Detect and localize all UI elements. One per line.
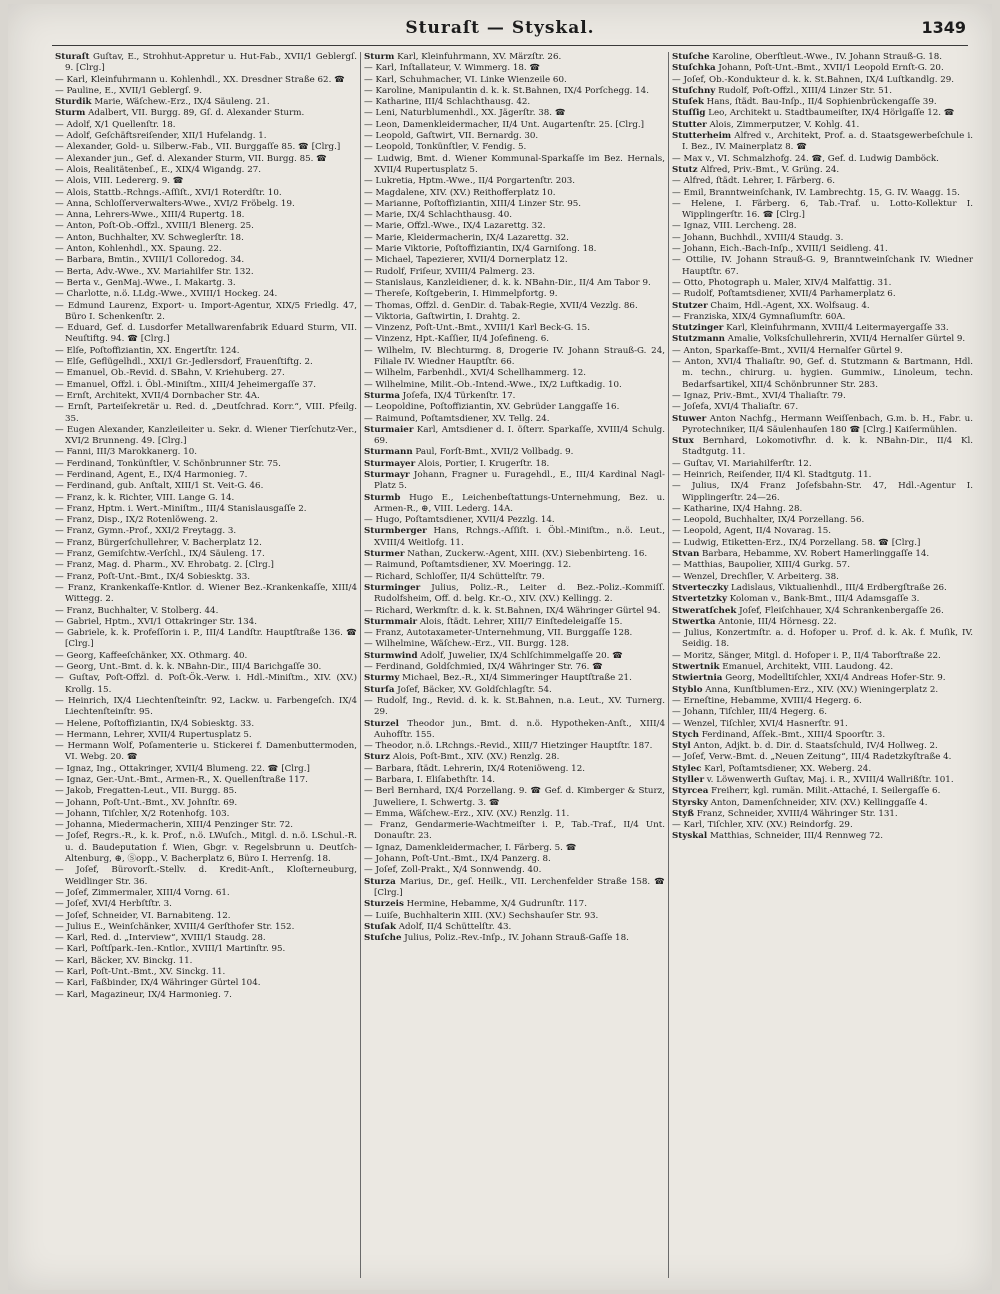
directory-entry: — Wenzel, Drechſler, V. Arbeiterg. 38. [672,571,839,582]
directory-entry: Styller v. Löwenwerth Guſtav, Maj. i. R., XVIII/4 Wallrißſtr. 101. [672,775,954,785]
directory-entry: — Berta, Adv.-Wwe., XV. Mariahilfer Str. 132. [55,266,254,277]
directory-entry: — Johanna, Miedermacherin, XIII/4 Penzinger Str. 72. [55,820,294,831]
directory-entry: Stuſchny Rudolf, Poſt-Offzl., XIII/4 Linzer Str. 51. [672,85,892,96]
directory-entry: — Gabriele, k. k. Profeſſorin i. P., III/4 Landſtr. Hauptſtraße 136. ☎ [Clrg.] [55,628,357,650]
directory-entry: Stutterheim Alfred v., Architekt, Prof. a. d. Staatsgewerbeſchule i. I. Bez., IV. Mainerplatz 8. ☎ [672,131,973,153]
directory-entry: — Ignaz, Priv.-Bmt., XVI/4 Thaliaſtr. 79. [672,390,846,401]
page-number: 1349 [921,18,966,37]
directory-entry: Styrcea Freiherr, kgl. rumän. Milit.-Attaché, I. Seilergaſſe 6. [672,786,941,797]
directory-entry: — Joſef, Zimmermaler, XIII/4 Vorng. 61. [55,887,230,898]
directory-entry: — Leopoldine, Poſtoffiziantin, XV. Gebrüder Langgaſſe 16. [364,402,620,413]
directory-entry: Stuſak Adolf, II/4 Schüttelſtr. 43. [364,921,512,932]
directory-entry: — Stanislaus, Kanzleidiener, d. k. k. NBahn-Dir., II/4 Am Tabor 9. [364,277,651,288]
directory-entry: — Karl, Magazineur, IX/4 Harmonieg. 7. [55,989,232,1000]
directory-entry: — Guſtav, Poſt-Offzl. d. Poſt-Ök.-Verw. i. Hdl.-Miniſtm., XIV. (XV.) Krollg. 15. [55,673,357,695]
directory-entry: — Franziska, XIX/4 Gymnaſiumſtr. 60A. [672,311,846,322]
directory-entry: Stwertnik Emanuel, Architekt, VIII. Laudong. 42. [672,662,894,673]
directory-entry: — Karl, Poſt-Unt.-Bmt., XV. Sinckg. 11. [55,967,226,978]
directory-entry: Stutz Alfred, Priv.-Bmt., V. Grüng. 24. [672,164,840,175]
directory-entry: Stwiertnia Georg, Modelltiſchler, XXI/4 Andreas Hofer-Str. 9. [672,673,946,684]
directory-entry: — Pauline, E., XVII/1 Geblergſ. 9. [55,85,202,96]
directory-entry: — Ludwig, Etiketten-Erz., IX/4 Porzellang. 58. ☎ [Clrg.] [672,537,921,548]
directory-entry: — Lukretia, Hptm.-Wwe., II/4 Porgartenſtr. 203. [364,176,576,187]
directory-entry: — Wenzel, Tiſchler, XVI/4 Hasnerſtr. 91. [672,718,848,729]
directory-entry: — Emanuel, Ob.-Revid. d. SBahn, V. Kriehuberg. 27. [55,368,285,379]
running-title: Sturaſt — Styskal. [405,18,595,38]
directory-entry: — Joſef, Bürovorſt.-Stellv. d. Kredit-Anſt., Kloſterneuburg, Weidlinger Str. 36. [55,865,357,887]
directory-entry: — Emanuel, Offzl. i. Öbl.-Miniſtm., XIII/4 Jeheimergaſſe 37. [55,379,317,390]
directory-entry: — Julius, IX/4 Franz Joſefsbahn-Str. 47, Hdl.-Agentur I. Wipplingerſtr. 24—26. [672,481,973,503]
directory-entry: — Berta v., GenMaj.-Wwe., I. Makartg. 3. [55,277,236,288]
directory-entry: — Julius E., Weinſchänker, XVIII/4 Gerſthofer Str. 152. [55,921,295,932]
directory-entry: — Alfred, ſtädt. Lehrer, I. Färberg. 6. [672,176,836,187]
directory-entry: — Emil, Branntweinſchank, IV. Lambrechtg. 15, G. IV. Waagg. 15. [672,187,960,198]
directory-entry: — Helene, I. Färberg. 6, Tab.-Traf. u. Lotto-Kollektur I. Wipplingerſtr. 16. ☎ [Clrg.] [672,198,973,221]
directory-entry: Stwertka Antonie, III/4 Hörnesg. 22. [672,616,837,627]
directory-entry: — Wilhelm, Farbenhdl., XVI/4 Schellhammerg. 12. [364,368,587,379]
directory-entry: — Hugo, Poſtamtsdiener, XVII/4 Pezzlg. 14. [364,515,555,526]
directory-columns [52,52,976,1278]
directory-entry: — Ernſt, Architekt, XVII/4 Dornbacher Str. 4A. [55,390,260,401]
directory-entry: Sturmy Michael, Bez.-R., XI/4 Simmeringer Hauptſtraße 21. [364,673,632,684]
directory-entry: Stuſche Karoline, Oberſtleut.-Wwe., IV. Johann Strauß-G. 18. [672,52,943,62]
directory-entry: Sturdik Marie, Wäſchew.-Erz., IX/4 Säuleng. 21. [55,97,270,108]
directory-entry: Sturmayer Alois, Portier, I. Krugerſtr. 18. [364,458,550,469]
directory-entry: — Karoline, Manipulantin d. k. k. St.Bahnen, IX/4 Porſchegg. 14. [364,85,649,96]
directory-entry: — Joſef, Zoll-Prakt., X/4 Sonnwendg. 40. [364,865,542,876]
directory-entry: — Franz, Mag. d. Pharm., XV. Ehrobatg. 2. [Clrg.] [55,560,274,571]
directory-entry: Sturaſt Guſtav, E., Strohhut-Appretur u. Hut-Fab., XVII/1 Geblergſ. 9. [Clrg.] [55,52,357,74]
directory-entry: — Michael, Tapezierer, XVII/4 Dornerplatz 12. [364,255,568,266]
column-right [668,52,976,1278]
directory-entry: — Edmund Laurenz, Export- u. Import-Agentur, XIX/5 Friedlg. 47, Büro I. Schenkenſtr. 2. [55,300,357,322]
directory-entry: — Barbara, Bmtin., XVIII/1 Colloredog. 34. [55,255,245,266]
directory-entry: — Karl, Kleinfuhrmann u. Kohlenhdl., XX. Dresdner Straße 62. ☎ [55,74,345,85]
directory-entry: Styskal Matthias, Schneider, III/4 Rennweg 72. [672,831,883,842]
directory-entry: — Ignaz, VIII. Lercheng. 28. [672,221,797,232]
directory-entry: Stutzer Chaim, Hdl.-Agent, XX. Wolfsaug. 4. [672,300,870,311]
directory-entry: — Ignaz, Damenkleidermacher, I. Färberg. 5. ☎ [364,842,577,853]
directory-entry: Sturz Alois, Poſt-Bmt., XIV. (XV.) Renzlg. 28. [364,752,560,763]
directory-entry: — Leopold, Tonkünſtler, V. Fendig. 5. [364,142,527,153]
directory-entry: — Guſtav, VI. Mariahilferſtr. 12. [672,458,812,469]
directory-entry: — Johann, Tiſchler, III/4 Hegerg. 6. [672,707,827,718]
directory-entry: Stuwer Anton Nachfg., Hermann Weiſſenbach, G.m. b. H., Fabr. u. Pyrotechniker, II/4 Säulenhauſen 180 ☎ [Clrg.] Kaiſermühlen. [672,413,973,435]
directory-entry: Sturm Karl, Kleinfuhrmann, XV. Märzſtr. 26. [364,52,562,62]
directory-entry: Stvertetzky Koloman v., Bank-Bmt., III/4 Adamsgaſſe 3. [672,594,920,605]
directory-entry: — Marie Viktorie, Poſtoffiziantin, IX/4 Garniſong. 18. [364,244,597,255]
directory-entry: — Karl, Tiſchler, XIV. (XV.) Reindorfg. 29. [672,820,853,831]
directory-entry: Styß Franz, Schneider, XVIII/4 Währinger Str. 131. [672,808,898,819]
directory-entry: — Franz, Bürgerſchullehrer, V. Bacherplatz 12. [55,537,262,548]
directory-entry: — Rudolf, Poſtamtsdiener, XVII/4 Parhamerplatz 6. [672,289,896,300]
directory-entry: — Theodor, n.ö. LRchngs.-Revid., XIII/7 Hietzinger Hauptſtr. 187. [364,741,653,752]
directory-entry: — Anton, Poſt-Ob.-Offzl., XVIII/1 Blenerg. 25. [55,221,254,232]
directory-entry: — Heinrich, IX/4 Liechtenſteinſtr. 92, Lackw. u. Farbengeſch. IX/4 Liechtenſteinſtr. 95. [55,695,357,718]
directory-entry: — Fanni, III/3 Marokkanerg. 10. [55,447,198,458]
directory-entry: — Joſef, Regrs.-R., k. k. Prof., n.ö. LWuſch., Mitgl. d. n.ö. LSchul.-R. u. d. Baudeputation f. Wien, Gbgr. v. Regelsbrunn u. Deutſch-Altenburg, ⊕, Ⓢopp., V. Bacherplatz 6, Büro I. Herrenſg. 18. [55,831,357,865]
column-left [52,52,360,1278]
directory-entry: — Joſef, Verw.-Bmt. d. „Neuen Zeitung“, III/4 Radetzkyſtraße 4. [672,752,952,763]
directory-entry: — Moritz, Sänger, Mitgl. d. Hofoper i. P., II/4 Taborſtraße 22. [672,650,941,661]
directory-entry: — Karl, Red. d. „Interview“, XVIII/1 Staudg. 28. [55,933,266,944]
directory-entry: Stvan Barbara, Hebamme, XV. Robert Hamerlinggaſſe 14. [672,549,930,560]
directory-entry: Sturmayr Johann, Fragner u. Furagehdl., E., III/4 Kardinal Nagl-Platz 5. [364,469,665,492]
directory-entry: Stych Ferdinand, Aſſek.-Bmt., XIII/4 Spoorſtr. 3. [672,729,886,740]
directory-entry: — Raimund, Poſtamtsdiener, XV. Moeringg. 12. [364,560,572,571]
directory-entry: — Thereſe, Koſtgeberin, I. Himmelpfortg. 9. [364,289,558,300]
directory-entry: Stuſchka Johann, Poſt-Unt.-Bmt., XVII/1 Leopold Ernſt-G. 20. [672,63,944,74]
directory-entry: — Ernſt, Parteiſekretär u. Red. d. „Deutſchrad. Korr.“, VIII. Pfeilg. 35. [55,402,357,424]
directory-entry: Sturſa Joſef, Bäcker, XV. Goldſchlagſtr. 54. [364,684,552,695]
directory-entry: Stuſek Hans, ſtädt. Bau-Inſp., II/4 Sophienbrückengaſſe 39. [672,97,937,108]
directory-entry: Sturza Marius, Dr., geſ. Heilk., VII. Lerchenfelder Straße 158. ☎ [Clrg.] [364,876,665,898]
directory-entry: — Anton, Buchhalter, XV. Schweglerſtr. 18. [55,232,244,243]
directory-entry: — Katharine, III/4 Schlachthausg. 42. [364,97,531,108]
directory-entry: — Alexander, Gold- u. Silberw.-Fab., VII. Burggaſſe 85. ☎ [Clrg.] [55,142,341,153]
directory-entry: — Leni, Naturblumenhdl., XX. Jägerſtr. 38. ☎ [364,108,566,119]
directory-entry: — Wilhelm, IV. Blechturmg. 8, Drogerie IV. Johann Strauß-G. 24, Filiale IV. Wiedner Hauptſtr. 66. [364,345,665,368]
directory-entry: Styblo Anna, Kunſtblumen-Erz., XIV. (XV.) Wieningerplatz 2. [672,684,939,695]
directory-entry: — Eduard, Gef. d. Lusdorfer Metallwarenfabrik Eduard Sturm, VII. Neuſtiftg. 94. ☎ [Clrg.] [55,323,357,345]
directory-entry: — Elſe, Poſtoffiziantin, XX. Engertſtr. 124. [55,345,240,356]
directory-entry: — Franz, Hptm. i. Wert.-Miniſtm., III/4 Stanislausgaſſe 2. [55,503,307,514]
directory-entry: — Johann, Buchhdl., XVIII/4 Staudg. 3. [672,232,844,243]
directory-entry: Sturma Joſefa, IX/4 Türkenſtr. 17. [364,390,516,401]
directory-entry: — Adolf, X/1 Quellenſtr. 18. [55,119,176,130]
directory-entry: — Barbara, I. Eliſabethſtr. 14. [364,775,496,785]
directory-entry: — Richard, Werkmſtr. d. k. k. St.Bahnen, IX/4 Währinger Gürtel 94. [364,605,661,616]
directory-entry: — Alois, Stattb.-Rchngs.-Aſſiſt., XVI/1 Roterdſtr. 10. [55,187,282,198]
directory-entry: Sturminger Julius, Poliz.-R., Leiter d. Bez.-Poliz.-Kommiſſ. Rudolfsheim, Off. d. belg. Kr.-O., XIV. (XV.) Kellingg. 2. [364,582,665,605]
directory-entry: — Franz, Autotaxameter-Unternehmung, VII. Burggaſſe 128. [364,628,633,639]
page-header [8,18,992,48]
directory-entry: — Raimund, Poſtamtsdiener, XV. Tellg. 24. [364,413,550,424]
directory-entry: — Alois, VIII. Ledererg. 9. ☎ [55,176,184,187]
directory-entry: — Alois, Realitätenbeſ., E., XIX/4 Wigandg. 27. [55,164,262,175]
directory-entry: — Wilhelmine, Milit.-Ob.-Intend.-Wwe., IX/2 Luftkadig. 10. [364,379,622,390]
directory-entry: Sturmaier Karl, Amtsdiener d. I. öſterr. Sparkaſſe, XVIII/4 Schulg. 69. [364,424,665,447]
directory-entry: Stutzinger Karl, Kleinfuhrmann, XVIII/4 Leitermayergaſſe 33. [672,323,949,334]
directory-entry: Sturmwind Adolf, Juwelier, IX/4 Schlſchimmelgaſſe 20. ☎ [364,650,623,661]
directory-entry: — Otto, Photograph u. Maler, XIV/4 Malfattig. 31. [672,277,892,288]
directory-entry: — Joſef, Ob.-Kondukteur d. k. k. St.Bahnen, IX/4 Luſtkandlg. 29. [672,74,955,85]
directory-entry: — Barbara, ſtädt. Lehrerin, IX/4 Roteniöweng. 12. [364,763,585,774]
directory-entry: — Gabriel, Hptm., XVI/1 Ottakringer Str. 134. [55,616,257,627]
header-rule [52,45,968,46]
directory-entry: Sturzeis Hermine, Hebamme, X/4 Gudrunſtr. 117. [364,899,587,910]
directory-entry: Stutter Alois, Zimmerputzer, V. Kohlg. 41. [672,119,860,130]
directory-entry: — Franz, Poſt-Unt.-Bmt., IX/4 Sobiesktg. 33. [55,571,250,582]
directory-entry: — Anton, Kohlenhdl., XX. Spaung. 22. [55,244,222,255]
directory-entry: — Ludwig, Bmt. d. Wiener Kommunal-Sparkaſſe im Bez. Hernals, XVII/4 Rupertusplatz 5. [364,153,665,175]
directory-entry: — Berl Bernhard, IX/4 Porzellang. 9. ☎ Gef. d. Kimberger & Sturz, Juweliere, I. Schwertg. 3. ☎ [364,786,665,808]
directory-entry: — Emma, Wäſchew.-Erz., XIV. (XV.) Renzlg. 11. [364,808,570,819]
directory-entry: — Eugen Alexander, Kanzleileiter u. Sekr. d. Wiener Tierſchutz-Ver., XVI/2 Brunneng. 49. [Clrg.] [55,424,357,447]
directory-entry: — Helene, Poſtoffiziantin, IX/4 Sobiesktg. 33. [55,718,255,729]
directory-entry: Stuſche Julius, Poliz.-Rev.-Inſp., IV. Johann Strauß-Gaſſe 18. [364,933,629,944]
directory-entry: — Anton, Sparkaſſe-Bmt., XVII/4 Hernalſer Gürtel 9. [672,345,903,356]
directory-entry: — Georg, Unt.-Bmt. d. k. k. NBahn-Dir., III/4 Barichgaſſe 30. [55,662,322,673]
directory-entry: — Anton, XVI/4 Thaliaſtr. 90, Gef. d. Stutzmann & Bartmann, Hdl. m. techn., chirurg. u. hygien. Gummiw., Linoleum, techn. Bedarfsartikel, XII/4 Schönbrunner Str. 283. [672,357,973,390]
directory-entry: — Karl, Poſtſpark.-Ien.-Kntlor., XVIII/1 Martinſtr. 95. [55,944,286,955]
directory-entry: — Wilhelmine, Wäſchew.-Erz., VII. Burgg. 128. [364,639,569,650]
directory-entry: Stylec Karl, Poſtamtsdiener, XX. Weberg. 24. [672,763,872,774]
directory-entry: — Johann, Poſt-Unt.-Bmt., IX/4 Panzerg. 8. [364,854,551,865]
directory-entry: — Ferdinand, Goldſchmied, IX/4 Währinger Str. 76. ☎ [364,662,604,673]
directory-entry: — Marianne, Poſtoffiziantin, XIII/4 Linzer Str. 95. [364,198,582,209]
directory-entry: Sturmann Paul, Forſt-Bmt., XVII/2 Vollbadg. 9. [364,447,574,458]
directory-entry: — Charlotte, n.ö. LLdg.-Wwe., XVIII/1 Hockeg. 24. [55,289,278,300]
directory-entry: — Rudolf, Friſeur, XVIII/4 Palmerg. 23. [364,266,536,277]
directory-entry: — Hermann Wolf, Poſamenterie u. Stickerei f. Damenbuttermoden, VI. Webg. 20. ☎ [55,741,357,763]
directory-entry: Stverteczky Ladislaus, Viktualienhdl., III/4 Erdbergſtraße 26. [672,582,947,593]
directory-entry: — Leopold, Gaſtwirt, VII. Bernardg. 30. [364,131,539,142]
directory-entry: Sturmb Hugo E., Leichenbeſtattungs-Unternehmung, Bez. u. Armen-R., ⊕, VIII. Lederg. 14A. [364,492,665,514]
directory-entry: — Franz, Gemiſchtw.-Verſchl., IX/4 Säuleng. 17. [55,549,265,560]
directory-entry: — Johann, Eich.-Bach-Inſp., XVIII/1 Seidleng. 41. [672,244,888,255]
directory-entry: — Joſef, XVI/4 Herbſtſtr. 3. [55,899,172,910]
directory-entry: — Katharine, IX/4 Hahng. 28. [672,503,803,514]
directory-entry: — Anna, Schloſſerverwalters-Wwe., XVI/2 Fröbelg. 19. [55,198,295,209]
directory-entry: — Johann, Tiſchler, X/2 Rotenhofg. 103. [55,808,230,819]
directory-entry: — Karl, Faßbinder, IX/4 Währinger Gürtel 104. [55,978,261,989]
directory-entry: Sturmmair Alois, ſtädt. Lehrer, XIII/7 Einſtedeleigaſſe 15. [364,616,623,627]
directory-entry: — Luiſe, Buchhalterin XIII. (XV.) Sechshauſer Str. 93. [364,910,599,921]
directory-entry: — Viktoria, Gaſtwirtin, I. Drahtg. 2. [364,311,521,322]
directory-entry: — Leon, Damenkleidermacher, II/4 Unt. Augartenſtr. 25. [Clrg.] [364,119,645,130]
directory-entry: — Georg, Kaffeeſchänker, XX. Othmarg. 40. [55,650,248,661]
directory-entry: — Hermann, Lehrer, XVII/4 Rupertusplatz 5. [55,729,252,740]
directory-entry: — Adolf, Geſchäftsreiſender, XII/1 Hufelandg. 1. [55,131,267,142]
directory-entry: — Ignaz, Ger.-Unt.-Bmt., Armen-R., X. Quellenſtraße 117. [55,775,308,785]
directory-entry: — Alexander jun., Gef. d. Alexander Sturm, VII. Burgg. 85. ☎ [55,153,327,164]
directory-entry: Styl Anton, Adjkt. b. d. Dir. d. Staatsſchuld, IV/4 Hollweg. 2. [672,741,938,752]
directory-entry: — Marie, Offzl.-Wwe., IX/4 Lazarettg. 32. [364,221,546,232]
directory-entry: — Franz, Gendarmerie-Wachtmeiſter i. P., Tab.-Traf., II/4 Unt. Donauſtr. 23. [364,820,665,842]
directory-entry: Stux Bernhard, Lokomotivfhr. d. k. k. NBahn-Dir., II/4 Kl. Stadtgutg. 11. [672,436,973,458]
directory-entry: — Ferdinand, gub. Anſtalt, XIII/1 St. Veit-G. 46. [55,481,264,492]
directory-entry: — Vinzenz, Poſt-Unt.-Bmt., XVIII/1 Karl Beck-G. 15. [364,323,590,334]
directory-entry: — Franz, Krankenkaſſe-Kntlor. d. Wiener Bez.-Krankenkaſſe, XIII/4 Wittegg. 2. [55,582,357,605]
directory-entry: — Karl, Inſtallateur, V. Wimmerg. 18. ☎ [364,63,541,74]
directory-entry: — Ottilie, IV. Johann Strauß-G. 9, Branntweinſchank IV. Wiedner Hauptſtr. 67. [672,255,973,277]
directory-entry: Sturmberger Hans, Rchngs.-Aſſiſt. i. Öbl.-Miniſtm., n.ö. Leut., XVIII/4 Weitlofg. 11. [364,526,665,548]
directory-entry: — Franz, Gymn.-Prof., XXI/2 Freytagg. 3. [55,526,237,537]
directory-entry: — Joſef, Schneider, VI. Barnabiteng. 12. [55,910,231,921]
directory-entry: — Anna, Lehrers-Wwe., XIII/4 Rupertg. 18. [55,210,245,221]
directory-entry: — Johann, Poſt-Unt.-Bmt., XV. Johnſtr. 69. [55,797,238,808]
directory-entry: Stutzmann Amalie, Volksſchullehrerin, XVII/4 Hernalſer Gürtel 9. [672,334,966,345]
directory-entry: — Julius, Konzertmſtr. a. d. Hofoper u. Prof. d. k. Ak. f. Muſik, IV. Seidig. 18. [672,628,973,650]
column-middle [360,52,668,1278]
directory-entry: — Max v., VI. Schmalzhofg. 24. ☎, Gef. d. Ludwig Damböck. [672,153,939,164]
directory-entry: Sturmer Nathan, Zuckerw.-Agent, XIII. (XV.) Siebenbirteng. 16. [364,549,648,560]
directory-entry: — Thomas, Offzl. d. GenDir. d. Tabak-Regie, XVII/4 Vezzlg. 86. [364,300,638,311]
directory-entry: — Erneſtine, Hebamme, XVIII/4 Hegerg. 6. [672,695,862,706]
directory-entry: — Joſefa, XVI/4 Thaliaſtr. 67. [672,402,799,413]
directory-entry: — Vinzenz, Hpt.-Kaſſier, II/4 Joſefineng. 6. [364,334,550,345]
directory-entry: — Franz, k. k. Richter, VIII. Lange G. 14. [55,492,235,503]
directory-entry: — Karl, Bäcker, XV. Binckg. 11. [55,955,193,966]
directory-entry: — Richard, Schloſſer, II/4 Schüttelſtr. 79. [364,571,545,582]
directory-entry: — Marie, Kleidermacherin, IX/4 Lazarettg. 32. [364,232,569,243]
directory-entry: — Ferdinand, Agent, E., IX/4 Harmonieg. 7. [55,469,248,480]
directory-entry: — Ferdinand, Tonkünſtler, V. Schönbrunner Str. 75. [55,458,281,469]
directory-entry: — Elſe, Geflügelhdl., XXI/1 Gr.-Jedlersdorf, Frauenſtiftg. 2. [55,357,313,368]
directory-entry: — Leopold, Buchhalter, IX/4 Porzellang. 56. [672,515,865,526]
directory-entry: — Rudolf, Ing., Revid. d. k. k. St.Bahnen, n.a. Leut., XV. Turnerg. 29. [364,695,665,718]
directory-entry: Stweratſchek Joſef, Fleiſchhauer, X/4 Schrankenbergaſſe 26. [672,605,944,616]
directory-entry: Sturm Adalbert, VII. Burgg. 89, Gſ. d. Alexander Sturm. [55,108,305,119]
directory-entry: — Marie, IX/4 Schlachthausg. 40. [364,210,513,221]
directory-entry: — Franz, Disp., IX/2 Rotenlöweng. 2. [55,515,218,526]
directory-entry: Styrsky Anton, Damenſchneider, XIV. (XV.) Kellinggaſſe 4. [672,797,928,808]
directory-entry: — Karl, Schuhmacher, VI. Linke Wienzeile 60. [364,74,567,85]
directory-entry: — Franz, Buchhalter, V. Stolberg. 44. [55,605,219,616]
directory-entry: — Heinrich, Reiſender, II/4 Kl. Stadtgutg. 11. [672,469,872,480]
directory-entry: Stuſſig Leo, Architekt u. Stadtbaumeiſter, IX/4 Hörlgaſſe 12. ☎ [672,108,955,119]
directory-entry: — Jakob, Fregatten-Leut., VII. Burgg. 85. [55,786,237,797]
directory-entry: — Leopold, Agent, II/4 Novarag. 15. [672,526,832,537]
directory-entry: — Magdalene, XIV. (XV.) Reithofferplatz 10. [364,187,556,198]
directory-entry: — Matthias, Baupolier, XIII/4 Gurkg. 57. [672,560,850,571]
directory-entry: Sturzel Theodor jun., Bmt. d. n.ö. Hypotheken-Anſt., XIII/4 Auhofſtr. 155. [364,718,665,740]
directory-entry: — Ignaz, Ing., Ottakringer, XVII/4 Blumeng. 22. ☎ [Clrg.] [55,763,310,774]
directory-page [8,4,992,1290]
